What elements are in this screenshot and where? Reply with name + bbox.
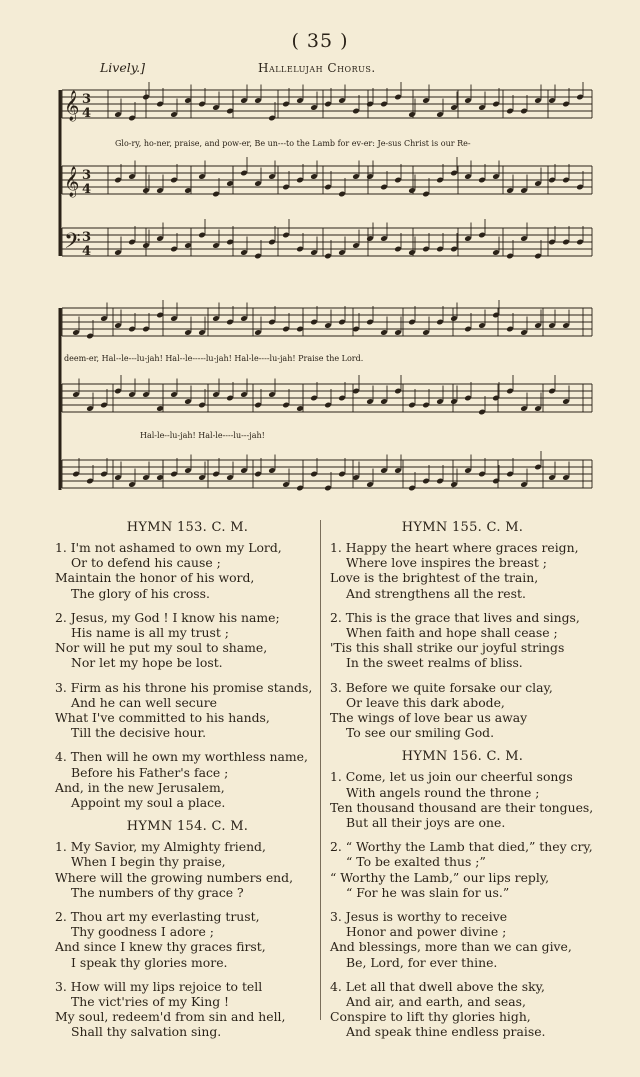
stanza — [330, 839, 595, 900]
verse-line: 2. Thou art my everlasting trust, — [55, 909, 260, 925]
hymn-title: HYMN 155. C. M. — [401, 520, 524, 535]
hymn-column-right — [330, 520, 595, 1049]
page-number: ( 35 ) — [291, 30, 349, 52]
svg-text:4: 4 — [82, 106, 92, 121]
svg-text:𝄞: 𝄞 — [64, 167, 80, 197]
verse-line: Conspire to lift thy glories high, — [330, 1009, 531, 1025]
verse-line: Nor will he put my soul to shame, — [55, 640, 268, 656]
verse-line: Appoint my soul a place. — [71, 795, 226, 811]
music-system-1 — [58, 82, 594, 262]
verse-line: 2. This is the grace that lives and sings, — [330, 609, 580, 625]
svg-text:3: 3 — [82, 230, 92, 245]
verse-line: And speak thine endless praise. — [346, 1024, 546, 1040]
verse-line: The wings of love bear us away — [330, 710, 528, 726]
stanza — [330, 540, 595, 601]
svg-text:4: 4 — [82, 182, 92, 197]
verse-line: 3. How will my lips rejoice to tell — [55, 978, 263, 994]
verse-line: But all their joys are one. — [346, 815, 506, 831]
verse-line: Till the decisive hour. — [71, 725, 207, 741]
verse-line: 4. Let all that dwell above the sky, — [330, 978, 545, 994]
verse-line: What I've committed to his hands, — [55, 710, 270, 726]
verse-line: Shall thy salvation sing. — [71, 1024, 222, 1040]
hymn-title: HYMN 154. C. M. — [126, 819, 249, 835]
stanza — [55, 979, 320, 1040]
stanza — [55, 540, 320, 601]
hymn-title: HYMN 156. C. M. — [401, 749, 524, 765]
tempo-marking: Lively.] — [100, 60, 146, 75]
stanza — [55, 909, 320, 970]
verse-line: Be, Lord, for ever thine. — [346, 954, 498, 970]
stanza — [330, 909, 595, 970]
svg-text:3: 3 — [82, 92, 92, 107]
verse-line: Before his Father's face ; — [71, 764, 229, 780]
svg-text:𝄢: 𝄢 — [64, 229, 81, 259]
stanza — [55, 749, 320, 810]
verse-line: And since I knew thy graces first, — [55, 939, 266, 955]
hymn-153 — [55, 520, 320, 810]
lyrics-system-2-treble: deem-er, Hal--le---lu-jah! Hal--le-----lu-jah! Hal-le----lu-jah! Praise the Lord. — [64, 354, 364, 363]
verse-line: Where love inspires the breast ; — [346, 555, 547, 571]
verse-line: And he can well secure — [71, 694, 217, 710]
verse-line: 'Tis this shall strike our joyful strings — [330, 640, 565, 656]
stanza — [55, 680, 320, 741]
stanza — [330, 610, 595, 671]
svg-text:𝄞: 𝄞 — [64, 91, 80, 121]
verse-line: And strengthens all the rest. — [346, 585, 526, 601]
verse-line: And blessings, more than we can give, — [330, 939, 572, 955]
verse-line: Maintain the honor of his word, — [55, 570, 255, 586]
svg-text:3: 3 — [82, 168, 92, 183]
stanza — [55, 610, 320, 671]
verse-line: 3. Jesus is worthy to receive — [330, 909, 508, 925]
verse-line: 1. Happy the heart where graces reign, — [330, 540, 579, 555]
verse-line: “ Worthy the Lamb,” our lips reply, — [330, 869, 550, 885]
stanza — [330, 680, 595, 741]
stanza — [330, 979, 595, 1040]
verse-line: 1. My Savior, my Almighty friend, — [55, 839, 266, 855]
verse-line: And air, and earth, and seas, — [346, 994, 526, 1010]
verse-line: His name is all my trust ; — [71, 625, 229, 641]
verse-line: I speak thy glories more. — [71, 954, 228, 970]
verse-line: Love is the brightest of the train, — [330, 570, 539, 586]
verse-line: 4. Then will he own my worthless name, — [55, 749, 308, 765]
verse-line: “ For he was slain for us.” — [346, 884, 510, 900]
verse-line: The glory of his cross. — [71, 585, 210, 601]
hymn-154 — [55, 819, 320, 1039]
verse-line: 2. “ Worthy the Lamb that died,” they cry, — [330, 839, 593, 855]
column-divider — [320, 520, 321, 1020]
verse-line: Ten thousand thousand are their tongues, — [330, 799, 594, 815]
verse-line: 1. I'm not ashamed to own my Lord, — [55, 540, 282, 555]
music-notation-2 — [58, 300, 594, 495]
verse-line: “ To be exalted thus ;” — [346, 854, 486, 870]
verse-line: Thy goodness I adore ; — [71, 924, 214, 940]
verse-line: When I begin thy praise, — [71, 854, 226, 870]
lyrics-system-1: Glo-ry, ho-ner, praise, and pow-er, Be un---to the Lamb for ev-er: Je-sus Christ is our Re- — [115, 139, 471, 148]
music-system-2 — [58, 300, 594, 495]
hymn-column-left — [55, 520, 320, 1049]
verse-line: Or to defend his cause ; — [71, 555, 221, 571]
hymn-title: HYMN 153. C. M. — [126, 520, 249, 535]
verse-line: Nor let my hope be lost. — [71, 655, 223, 671]
verse-line: The numbers of thy grace ? — [71, 884, 244, 900]
verse-line: With angels round the throne ; — [346, 784, 540, 800]
verse-line: 3. Firm as his throne his promise stands, — [55, 679, 313, 695]
verse-line: 3. Before we quite forsake our clay, — [330, 679, 553, 695]
verse-line: Honor and power divine ; — [346, 924, 507, 940]
verse-line: 2. Jesus, my God ! I know his name; — [55, 609, 280, 625]
verse-line: The vict'ries of my King ! — [71, 994, 230, 1010]
verse-line: 1. Come, let us join our cheerful songs — [330, 769, 573, 785]
hymn-155 — [330, 520, 595, 740]
stanza — [55, 839, 320, 900]
hymn-156 — [330, 749, 595, 1039]
verse-line: My soul, redeem'd from sin and hell, — [55, 1009, 286, 1025]
verse-line: Where will the growing numbers end, — [55, 869, 294, 885]
verse-line: To see our smiling God. — [346, 725, 495, 741]
svg-text:4: 4 — [82, 244, 92, 259]
verse-line: And, in the new Jerusalem, — [55, 779, 225, 795]
verse-line: Or leave this dark abode, — [346, 694, 505, 710]
lyrics-system-2-alto: Hal-le--lu-jah! Hal-le----lu---jah! — [140, 431, 265, 440]
stanza — [330, 769, 595, 830]
verse-line: In the sweet realms of bliss. — [346, 655, 523, 671]
music-notation-1 — [58, 82, 594, 262]
chorus-title: Hallelujah Chorus. — [258, 61, 376, 75]
verse-line: When faith and hope shall cease ; — [346, 625, 558, 641]
